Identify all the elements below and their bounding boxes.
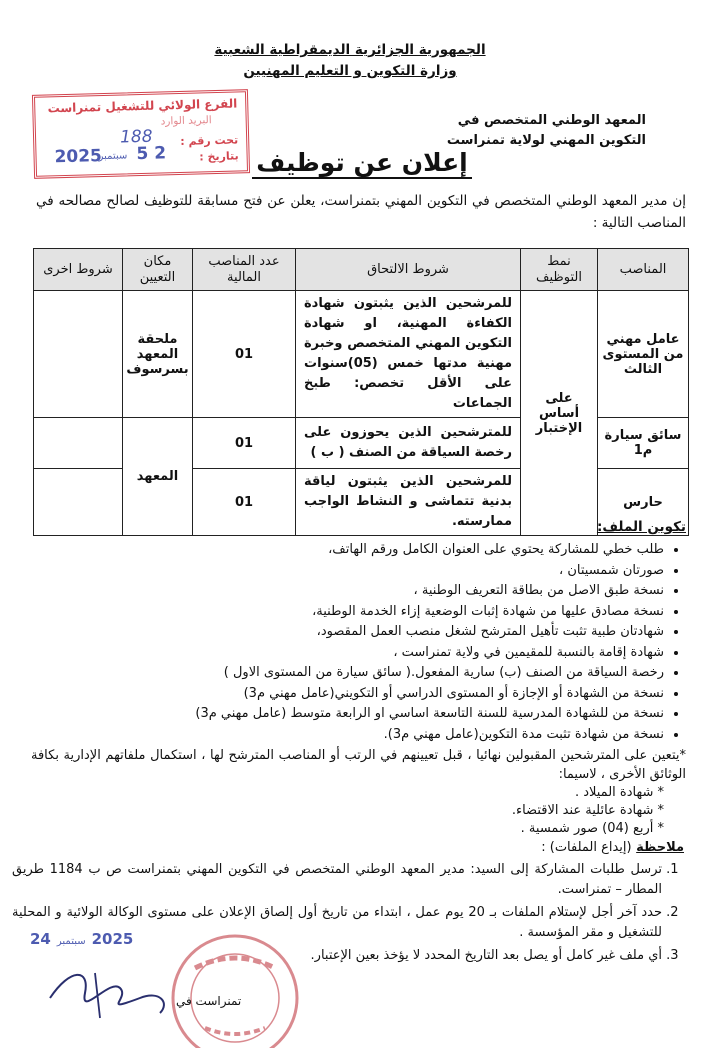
stamp-number: 188 <box>119 126 153 148</box>
header-post: المناصب <box>598 249 689 291</box>
institution-line-1: المعهد الوطني المتخصص في <box>457 113 646 128</box>
signature-place: تمنراست في <box>176 994 242 1008</box>
other-cell <box>34 291 123 418</box>
header-count: عدد المناصب المالية <box>193 249 296 291</box>
after-item: * أربع (04) صور شمسية . <box>520 821 664 836</box>
list-item: • نسخة طبق الاصل من بطاقة التعريف الوطنية ، <box>34 581 664 602</box>
stamp-day: 2 5 <box>136 143 167 165</box>
signature-date-year: 2025 <box>91 930 134 948</box>
other-cell <box>34 469 123 536</box>
count-cell: 01 <box>193 418 296 469</box>
page-title: إعلان عن توظيف <box>0 148 724 177</box>
stamp-line-4: بتاريخ : <box>199 149 239 164</box>
stamp-line-2: البريد الوارد <box>160 114 212 128</box>
list-item: 1. ترسل طلبات المشاركة إلى السيد: مدير المعهد الوطني المتخصص في التكوين المهني بتمنراست ص ب 1184 طريق المطار – تمنراست. <box>12 860 662 900</box>
signature-date <box>30 930 133 948</box>
list-item: 3. أي ملف غير كامل أو يصل بعد التاريخ المحدد لا يؤخذ بعين الإعتبار. <box>12 946 662 966</box>
table-header-row <box>34 249 689 291</box>
other-cell <box>34 418 123 469</box>
list-item: • شهادة إقامة بالنسبة للمقيمين في ولاية تمنراست ، <box>34 643 664 664</box>
conditions-cell: للمرشحين الذين يثبتون شهادة الكفاءة المهنية، او شهادة التكوين المهني المتخصص وخبرة مهنية مدتها خمس (05)سنوات على الأقل تخصص: طبخ الجماعات <box>296 291 521 418</box>
institution-line-2: التكوين المهني لولاية تمنراست <box>446 133 646 148</box>
post-cell: سائق سيارة م1 <box>598 418 689 469</box>
list-item: • نسخة من شهادة تثبت مدة التكوين(عامل مهني م3). <box>34 725 664 746</box>
list-item: • رخصة السياقة من الصنف (ب) سارية المفعول.( سائق سيارة من المستوى الاول ) <box>34 663 664 684</box>
post-cell: عامل مهني من المستوى الثالث <box>598 291 689 418</box>
list-item: 2. حدد آخر أجل لإستلام الملفات بـ 20 يوم عمل ، ابتداء من تاريخ أول إلصاق الإعلان على مستوى الوكالة الولائية و المحلية للتشغيل و مقر المؤسسة . <box>12 903 662 943</box>
header-mode: نمط التوظيف <box>521 249 598 291</box>
list-item: • نسخة من الشهادة أو الإجازة أو المستوى الدراسي أو التكويني(عامل مهني م3) <box>34 684 664 705</box>
table-row <box>34 291 689 418</box>
list-item: • شهادتان طبية تثبت تأهيل المترشح لشغل منصب العمل المقصود، <box>34 622 664 643</box>
conditions-cell: للمترشحين الذين يحوزون على رخصة السياقة من الصنف ( ب ) <box>296 418 521 469</box>
place-cell: ملحقة المعهد بسرسوف <box>123 291 193 418</box>
stamp-line-3: تحت رقم : <box>180 133 239 148</box>
header-other: شروط اخرى <box>34 249 123 291</box>
after-item: * شهادة الميلاد . <box>574 785 664 800</box>
stamp-line-1: الفرع الولائي للتشغيل تمنراست <box>47 96 238 116</box>
dossier-title: تكوين الملف: <box>596 519 686 535</box>
post-cell: حارس <box>598 469 689 536</box>
admin-note: *يتعين على المترشحين المقبولين نهائيا ، قبل تعيينهم في الرتب أو المناصب المترشح لها ، استكمال ملفاتهم الإدارية بكافة الوثائق الأخرى ، لاسيما: <box>31 748 686 782</box>
signature-date-day: 24 <box>30 930 51 948</box>
remarks-list <box>12 860 686 969</box>
ministry-heading: وزارة التكوين و التعليم المهنيين <box>243 63 457 79</box>
documents-list <box>34 540 684 745</box>
header-conditions: شروط الالتحاق <box>296 249 521 291</box>
conditions-cell: للمرشحين الذين يثبتون لياقة بدنية تتماشى و النشاط الواجب ممارسته. <box>296 469 521 536</box>
list-item: • نسخة من للشهادة المدرسية للسنة التاسعة اساسي او الرابعة متوسط (عامل مهني م3) <box>34 704 664 725</box>
positions-table <box>33 248 689 536</box>
list-item: • طلب خطي للمشاركة يحتوي على العنوان الكامل ورقم الهاتف، <box>34 540 664 561</box>
signature-date-month: سبتمبر <box>56 936 86 947</box>
official-seal-icon <box>165 928 305 1048</box>
list-item: • صورتان شمسيتان ، <box>34 561 664 582</box>
header-place: مكان التعيين <box>123 249 193 291</box>
count-cell: 01 <box>193 469 296 536</box>
republic-heading: الجمهورية الجزائرية الديمقراطية الشعبية <box>214 42 486 58</box>
intro-paragraph: إن مدير المعهد الوطني المتخصص في التكوين المهني بتمنراست، يعلن عن فتح مسابقة للتوظيف لصالح مصالحه في المناصب التالية : <box>36 193 686 231</box>
remark-label: ملاحظة (إيداع الملفات) : <box>541 840 684 855</box>
stamp-year: 2025 <box>54 146 103 168</box>
stamp-month: سبتمبر <box>98 150 128 163</box>
handwritten-signature-icon <box>40 958 180 1028</box>
place-cell-shared: المعهد <box>123 418 193 536</box>
mode-cell: على أساس الإختبار <box>521 291 598 536</box>
list-item: • نسخة مصادق عليها من شهادة إثبات الوضعية إزاء الخدمة الوطنية، <box>34 602 664 623</box>
count-cell: 01 <box>193 291 296 418</box>
after-item: * شهادة عائلية عند الاقتضاء. <box>511 803 664 818</box>
